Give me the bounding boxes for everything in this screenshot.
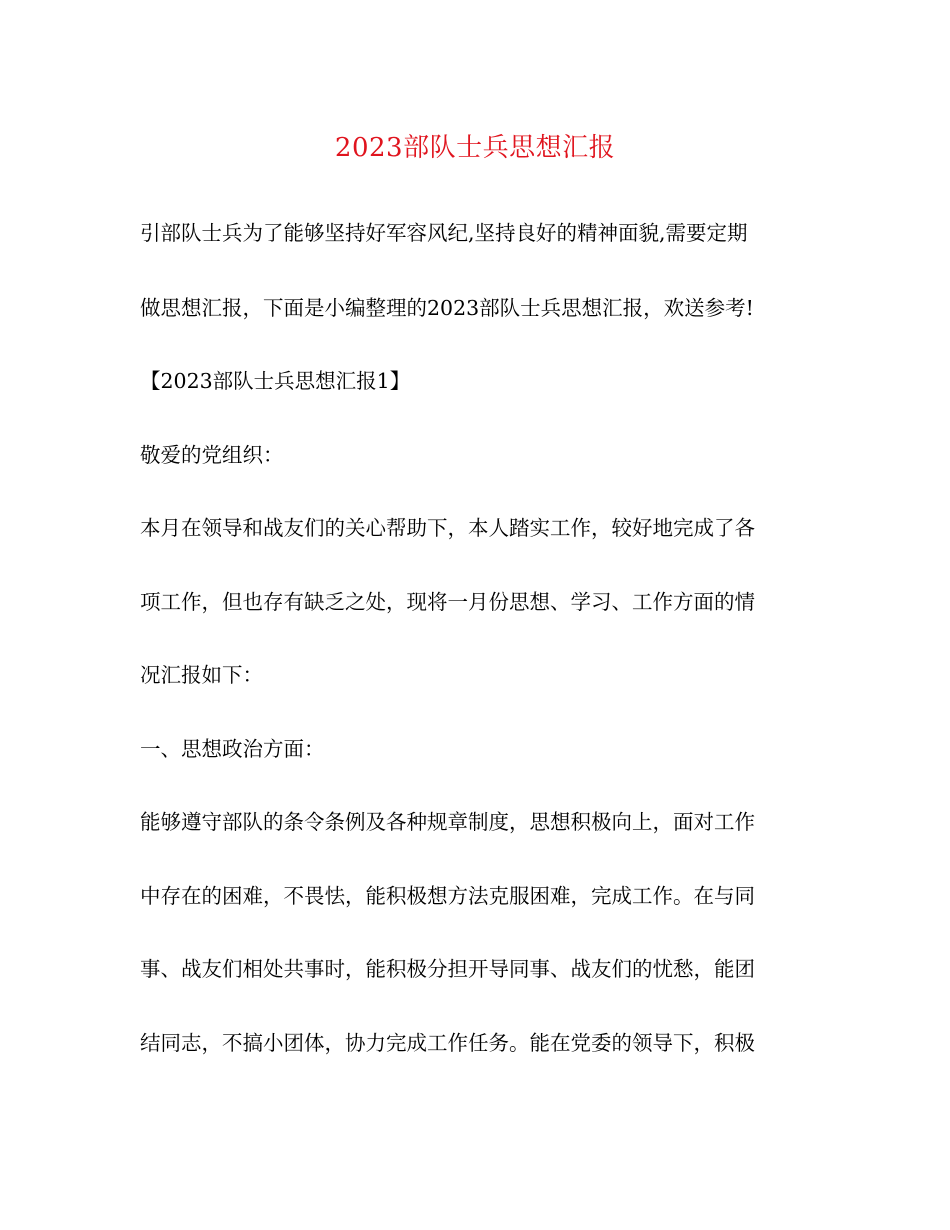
body-line-7: 况汇报如下： (140, 663, 263, 687)
body-line-2: 做思想汇报，下面是小编整理的2023部队士兵思想汇报，欢送参考! (140, 296, 754, 320)
body-line-11: 事、战友们相处共事时，能积极分担开导同事、战友们的忧愁，能团 (140, 957, 755, 981)
document-title: 2023部队士兵思想汇报 (334, 133, 616, 163)
body-line-6: 项工作，但也存有缺乏之处，现将一月份思想、学习、工作方面的情 (140, 590, 755, 614)
body-line-10: 中存在的困难，不畏怯，能积极想方法克服困难，完成工作。在与同 (140, 884, 755, 908)
salutation: 敬爱的党组织： (140, 443, 284, 467)
body-line-12: 结同志，不搞小团体，协力完成工作任务。能在党委的领导下，积极 (140, 1031, 755, 1055)
body-line-5: 本月在领导和战友们的关心帮助下，本人踏实工作，较好地完成了各 (140, 516, 755, 540)
section-heading-1: 【2023部队士兵思想汇报1】 (140, 369, 411, 393)
body-line-9: 能够遵守部队的条令条例及各种规章制度，思想积极向上，面对工作 (140, 810, 755, 834)
subsection-heading: 一、思想政治方面： (140, 737, 325, 761)
body-line-1: 引部队士兵为了能够坚持好军容风纪,坚持良好的精神面貌,需要定期 (140, 221, 748, 245)
